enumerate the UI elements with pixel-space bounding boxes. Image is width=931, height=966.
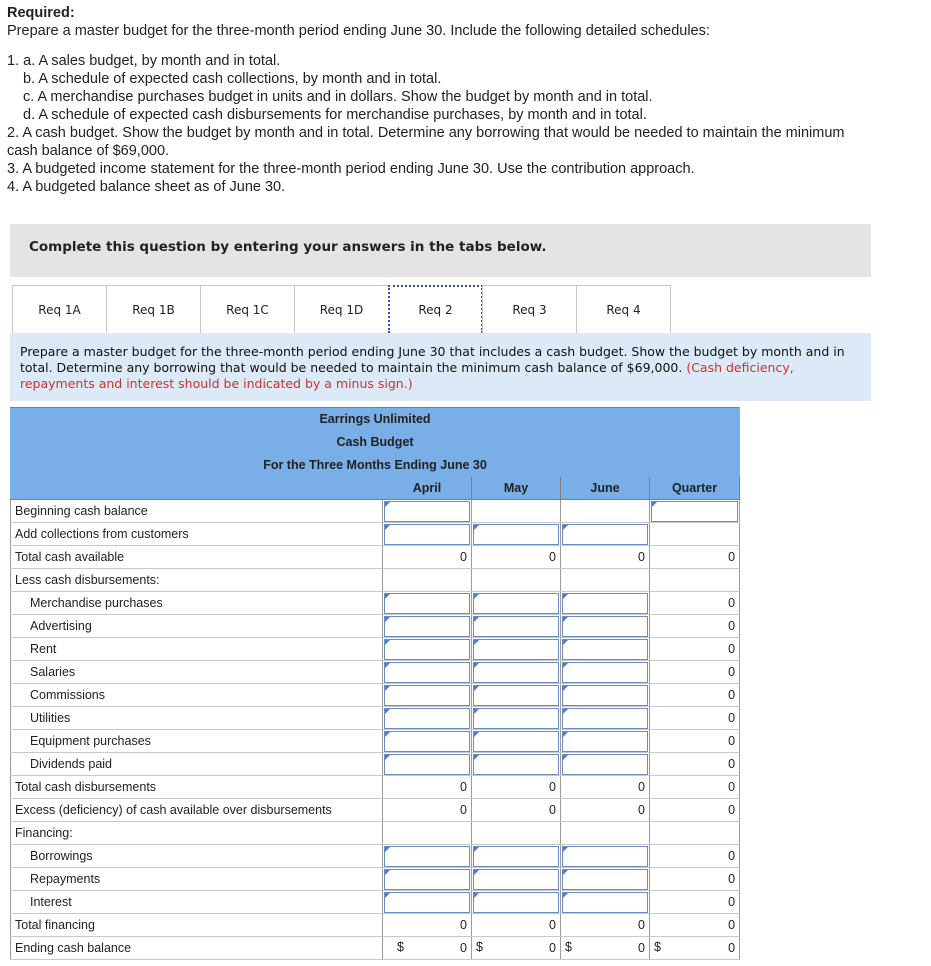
row-label: Add collections from customers xyxy=(11,523,383,546)
req-tabs xyxy=(12,285,670,333)
table-period: For the Three Months Ending June 30 xyxy=(11,454,740,477)
cash-budget-table xyxy=(10,407,739,960)
table-row xyxy=(11,569,740,592)
row-label: Less cash disbursements: xyxy=(11,569,383,592)
row-label: Interest xyxy=(11,891,383,914)
required-section xyxy=(7,4,927,196)
row-label: Rent xyxy=(11,638,383,661)
commissions-may-input[interactable] xyxy=(473,685,559,706)
required-item: 1. a. A sales budget, by month and in total. xyxy=(7,53,281,69)
rent-may-input[interactable] xyxy=(473,639,559,660)
table-row xyxy=(11,638,740,661)
required-item: b. A schedule of expected cash collections, by month and in total. xyxy=(23,71,442,87)
required-item: c. A merchandise purchases budget in units and in dollars. Show the budget by month and in total. xyxy=(23,89,653,105)
ending-april: 0 xyxy=(460,941,467,955)
repayments-april-input[interactable] xyxy=(384,869,470,890)
rent-quarter: 0 xyxy=(650,638,740,661)
equipment-may-input[interactable] xyxy=(473,731,559,752)
table-row xyxy=(11,500,740,523)
interest-quarter: 0 xyxy=(650,891,740,914)
interest-june-input[interactable] xyxy=(562,892,648,913)
advertising-april-input[interactable] xyxy=(384,616,470,637)
tab-req-1c[interactable]: Req 1C xyxy=(200,285,295,333)
row-label: Total cash disbursements xyxy=(11,776,383,799)
col-may: May xyxy=(472,477,561,500)
currency-symbol: $ xyxy=(397,940,404,954)
table-title: Cash Budget xyxy=(11,431,740,454)
commissions-june-input[interactable] xyxy=(562,685,648,706)
dividends-april-input[interactable] xyxy=(384,754,470,775)
table-row xyxy=(11,546,740,569)
commissions-april-input[interactable] xyxy=(384,685,470,706)
table-row xyxy=(11,615,740,638)
total-available-june: 0 xyxy=(561,546,650,569)
merch-april-input[interactable] xyxy=(384,593,470,614)
row-label: Equipment purchases xyxy=(11,730,383,753)
merch-quarter: 0 xyxy=(650,592,740,615)
table-row xyxy=(11,592,740,615)
beginning-cash-quarter-input[interactable] xyxy=(651,501,738,522)
col-april: April xyxy=(383,477,472,500)
instructions-note: (Cash deficiency, repayments and interest should be indicated by a minus sign.) xyxy=(20,360,794,391)
required-item: 4. A budgeted balance sheet as of June 30. xyxy=(7,179,286,195)
salaries-april-input[interactable] xyxy=(384,662,470,683)
utilities-quarter: 0 xyxy=(650,707,740,730)
row-label: Beginning cash balance xyxy=(11,500,383,523)
required-title: Required: xyxy=(7,5,75,21)
table-row xyxy=(11,822,740,845)
salaries-quarter: 0 xyxy=(650,661,740,684)
advertising-quarter: 0 xyxy=(650,615,740,638)
row-label: Total cash available xyxy=(11,546,383,569)
total-fin-april: 0 xyxy=(383,914,472,937)
table-row xyxy=(11,891,740,914)
repayments-may-input[interactable] xyxy=(473,869,559,890)
table-row xyxy=(11,845,740,868)
ending-quarter: 0 xyxy=(728,941,736,955)
table-row xyxy=(11,776,740,799)
borrowings-april-input[interactable] xyxy=(384,846,470,867)
col-quarter: Quarter xyxy=(650,477,740,500)
excess-quarter: 0 xyxy=(650,799,740,822)
equipment-april-input[interactable] xyxy=(384,731,470,752)
tab-req-2[interactable]: Req 2 xyxy=(388,285,483,333)
borrowings-quarter: 0 xyxy=(650,845,740,868)
dividends-quarter: 0 xyxy=(650,753,740,776)
row-label: Advertising xyxy=(11,615,383,638)
repayments-quarter: 0 xyxy=(650,868,740,891)
collections-june-input[interactable] xyxy=(562,524,648,545)
total-fin-june: 0 xyxy=(561,914,650,937)
advertising-may-input[interactable] xyxy=(473,616,559,637)
total-fin-quarter: 0 xyxy=(650,914,740,937)
row-label: Commissions xyxy=(11,684,383,707)
row-label: Salaries xyxy=(11,661,383,684)
row-label: Utilities xyxy=(11,707,383,730)
salaries-june-input[interactable] xyxy=(562,662,648,683)
tab-req-1b[interactable]: Req 1B xyxy=(106,285,201,333)
total-fin-may: 0 xyxy=(472,914,561,937)
table-row xyxy=(11,914,740,937)
rent-april-input[interactable] xyxy=(384,639,470,660)
interest-april-input[interactable] xyxy=(384,892,470,913)
col-june: June xyxy=(561,477,650,500)
commissions-quarter: 0 xyxy=(650,684,740,707)
table-row xyxy=(11,730,740,753)
beginning-cash-april-input[interactable] xyxy=(384,501,470,522)
table-row xyxy=(11,523,740,546)
total-disb-quarter: 0 xyxy=(650,776,740,799)
collections-april-input[interactable] xyxy=(384,524,470,545)
ending-june: 0 xyxy=(638,941,645,955)
total-disb-april: 0 xyxy=(383,776,472,799)
currency-symbol: $ xyxy=(476,940,483,954)
tab-req-1d[interactable]: Req 1D xyxy=(294,285,389,333)
dividends-may-input[interactable] xyxy=(473,754,559,775)
table-row xyxy=(11,661,740,684)
currency-symbol: $ xyxy=(654,940,661,954)
required-item: d. A schedule of expected cash disbursements for merchandise purchases, by month and in total. xyxy=(23,107,647,123)
table-row xyxy=(11,753,740,776)
borrowings-may-input[interactable] xyxy=(473,846,559,867)
excess-june: 0 xyxy=(561,799,650,822)
row-label: Borrowings xyxy=(11,845,383,868)
total-available-april: 0 xyxy=(383,546,472,569)
utilities-april-input[interactable] xyxy=(384,708,470,729)
row-label: Excess (deficiency) of cash available over disbursements xyxy=(11,799,383,822)
instructions-panel xyxy=(10,333,871,401)
tab-req-4[interactable]: Req 4 xyxy=(576,285,671,333)
merch-may-input[interactable] xyxy=(473,593,559,614)
required-item: 3. A budgeted income statement for the three-month period ending June 30. Use the contribution approach. xyxy=(7,161,695,177)
excess-may: 0 xyxy=(472,799,561,822)
total-disb-may: 0 xyxy=(472,776,561,799)
row-label: Merchandise purchases xyxy=(11,592,383,615)
utilities-may-input[interactable] xyxy=(473,708,559,729)
total-available-quarter: 0 xyxy=(650,546,740,569)
excess-april: 0 xyxy=(383,799,472,822)
equipment-quarter: 0 xyxy=(650,730,740,753)
dividends-june-input[interactable] xyxy=(562,754,648,775)
rent-june-input[interactable] xyxy=(562,639,648,660)
row-label: Ending cash balance xyxy=(11,937,383,960)
row-label: Dividends paid xyxy=(11,753,383,776)
required-item: 2. A cash budget. Show the budget by month and in total. Determine any borrowing that would be needed to maintain the minimum xyxy=(7,125,845,141)
table-row xyxy=(11,937,740,960)
total-available-may: 0 xyxy=(472,546,561,569)
row-label: Financing: xyxy=(11,822,383,845)
table-row xyxy=(11,707,740,730)
company-name: Earrings Unlimited xyxy=(11,408,740,431)
borrowings-june-input[interactable] xyxy=(562,846,648,867)
total-disb-june: 0 xyxy=(561,776,650,799)
row-label: Repayments xyxy=(11,868,383,891)
instructions-text: Prepare a master budget for the three-month period ending June 30 that includes a cash budget. Show the budget by month and in total. Determine any borrowing that would be needed to maintain the minimum cash balance of $69,000. xyxy=(20,344,845,375)
merch-june-input[interactable] xyxy=(562,593,648,614)
required-item: cash balance of $69,000. xyxy=(7,143,170,159)
table-row xyxy=(11,799,740,822)
tab-req-1a[interactable]: Req 1A xyxy=(12,285,107,333)
currency-symbol: $ xyxy=(565,940,572,954)
salaries-may-input[interactable] xyxy=(473,662,559,683)
table-row xyxy=(11,868,740,891)
advertising-june-input[interactable] xyxy=(562,616,648,637)
utilities-june-input[interactable] xyxy=(562,708,648,729)
complete-question-bar: Complete this question by entering your answers in the tabs below. xyxy=(10,224,871,277)
repayments-june-input[interactable] xyxy=(562,869,648,890)
tab-req-3[interactable]: Req 3 xyxy=(482,285,577,333)
table-row xyxy=(11,684,740,707)
ending-may: 0 xyxy=(549,941,556,955)
required-intro: Prepare a master budget for the three-month period ending June 30. Include the following detailed schedules: xyxy=(7,23,710,39)
equipment-june-input[interactable] xyxy=(562,731,648,752)
header-blank xyxy=(11,477,383,500)
row-label: Total financing xyxy=(11,914,383,937)
interest-may-input[interactable] xyxy=(473,892,559,913)
collections-may-input[interactable] xyxy=(473,524,559,545)
